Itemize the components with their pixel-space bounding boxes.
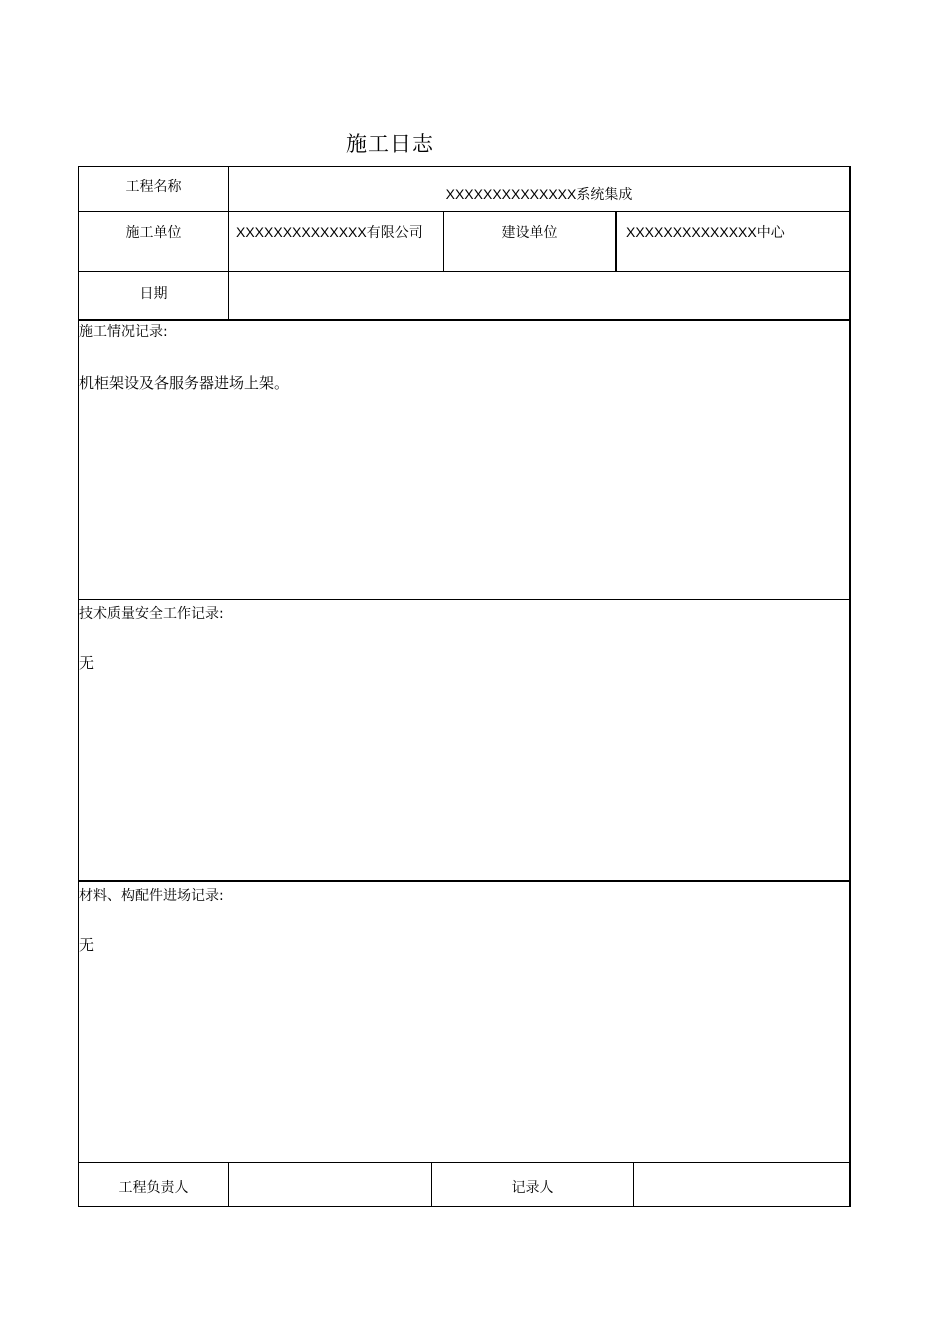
project-name-value: XXXXXXXXXXXXXX系统集成: [445, 186, 633, 202]
owner-value: XXXXXXXXXXXXXX中心: [626, 224, 785, 240]
construction-record-content: 机柜架设及各服务器进场上架。: [79, 374, 290, 392]
footer-divider: [78, 1162, 851, 1163]
col-divider-owner: [615, 211, 617, 272]
table-border-bottom: [78, 1206, 851, 1207]
table-border-right: [849, 166, 851, 1207]
owner-label: 建设单位: [501, 225, 558, 241]
row-divider-2: [78, 271, 851, 272]
row-divider-1: [78, 211, 851, 212]
materials-record-label: 材料、构配件进场记录:: [79, 888, 224, 904]
page-title: 施工日志: [346, 132, 434, 156]
materials-record-content: 无: [79, 936, 95, 954]
recorder-label: 记录人: [511, 1180, 554, 1196]
contractor-value: XXXXXXXXXXXXXX有限公司: [236, 224, 423, 240]
contractor-label: 施工单位: [125, 225, 182, 241]
table-border-top: [78, 166, 851, 167]
footer-col-divider-3: [633, 1162, 634, 1207]
quality-record-content: 无: [79, 654, 95, 672]
section-divider-1: [78, 599, 851, 600]
construction-record-label: 施工情况记录:: [79, 324, 168, 340]
footer-col-divider-1: [228, 1162, 229, 1207]
section-divider-2: [78, 880, 851, 882]
project-name-label: 工程名称: [125, 179, 182, 195]
project-manager-label: 工程负责人: [118, 1180, 189, 1196]
date-label: 日期: [139, 286, 168, 302]
quality-record-label: 技术质量安全工作记录:: [79, 606, 224, 622]
row-divider-3: [78, 319, 851, 321]
